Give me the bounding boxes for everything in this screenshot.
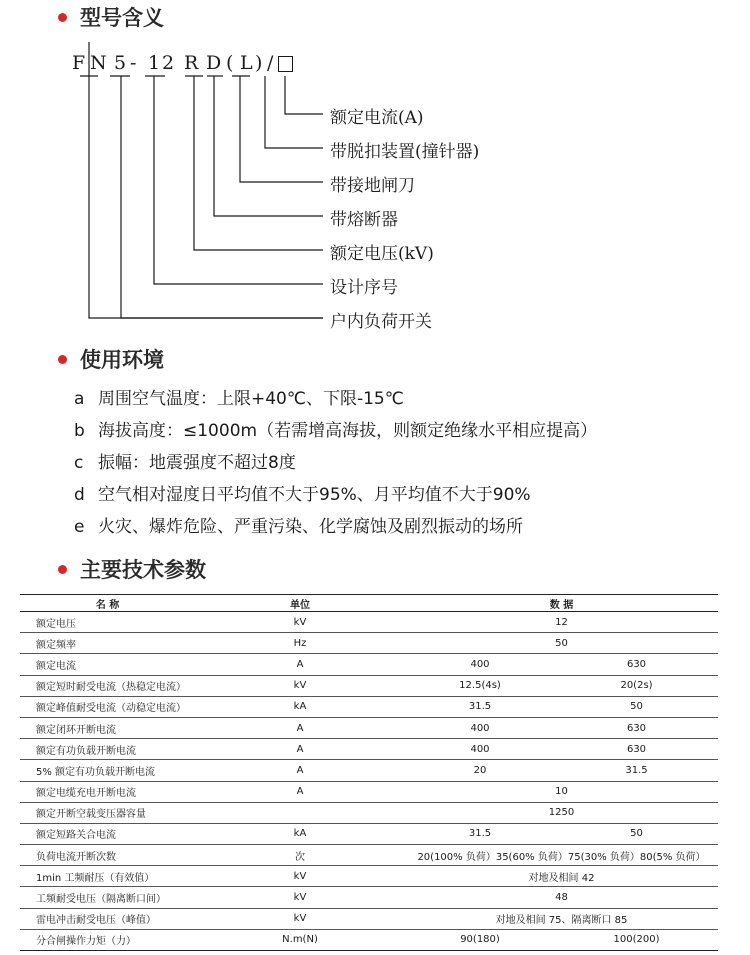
env-item: e 火灾、爆炸危险、严重污染、化学腐蚀及剧烈振动的场所 xyxy=(74,517,523,537)
model-char: F xyxy=(72,52,87,74)
table-row xyxy=(20,675,718,696)
cell-unit: A xyxy=(195,654,405,675)
table-row xyxy=(20,654,718,675)
model-char: L xyxy=(240,52,254,74)
cell-value: 50 xyxy=(555,696,718,717)
model-char: R xyxy=(184,52,200,74)
model-char: ( xyxy=(226,52,235,74)
table-row xyxy=(20,823,718,844)
table-row xyxy=(20,781,718,802)
table-row xyxy=(20,760,718,781)
cell-name: 额定闭环开断电流 xyxy=(20,717,195,738)
cell-value: 630 xyxy=(555,654,718,675)
table-row xyxy=(20,929,718,950)
cell-value: 630 xyxy=(555,717,718,738)
cell-value: 对地及相间 75、隔离断口 85 xyxy=(405,908,718,929)
cell-unit: kV xyxy=(195,612,405,633)
header-unit: 单位 xyxy=(195,595,405,612)
cell-unit: A xyxy=(195,717,405,738)
table-row xyxy=(20,802,718,823)
section-title-specs: 主要技术参数 xyxy=(58,554,206,584)
cell-value: 50 xyxy=(555,823,718,844)
table-row xyxy=(20,717,718,738)
env-item: d 空气相对湿度日平均值不大于95%、月平均值不大于90% xyxy=(74,485,531,505)
model-char: / xyxy=(267,52,275,74)
cell-name: 额定电缆充电开断电流 xyxy=(20,781,195,802)
cell-unit: A xyxy=(195,760,405,781)
env-item: a 周围空气温度：上限+40℃、下限-15℃ xyxy=(74,389,404,409)
model-char: ) xyxy=(255,52,264,74)
cell-unit: N.m(N) xyxy=(195,929,405,950)
cell-value: 对地及相间 42 xyxy=(405,866,718,887)
cell-value: 20(100% 负荷）35(60% 负荷）75(30% 负荷）80(5% 负荷） xyxy=(405,845,718,866)
header-data: 数 据 xyxy=(405,595,718,612)
cell-value: 31.5 xyxy=(405,696,555,717)
cell-unit xyxy=(195,802,405,823)
model-meaning-label: 带熔断器 xyxy=(330,210,398,230)
table-row xyxy=(20,739,718,760)
cell-value: 31.5 xyxy=(405,823,555,844)
section-title-model: 型号含义 xyxy=(58,2,164,32)
model-meaning-label: 额定电压(kV) xyxy=(330,244,434,264)
cell-value: 400 xyxy=(405,654,555,675)
cell-name: 1min 工频耐压（有效值） xyxy=(20,866,195,887)
cell-unit: kV xyxy=(195,866,405,887)
table-row xyxy=(20,696,718,717)
cell-value: 90(180) xyxy=(405,929,555,950)
model-meaning-label: 户内负荷开关 xyxy=(330,312,432,332)
cell-name: 雷电冲击耐受电压（峰值） xyxy=(20,908,195,929)
spec-table xyxy=(20,594,718,951)
cell-unit: kV xyxy=(195,887,405,908)
cell-value: 31.5 xyxy=(555,760,718,781)
cell-name: 额定有功负载开断电流 xyxy=(20,739,195,760)
cell-unit: Hz xyxy=(195,633,405,654)
cell-value: 50 xyxy=(405,633,718,654)
cell-name: 额定开断空载变压器容量 xyxy=(20,802,195,823)
env-item: c 振幅：地震强度不超过8度 xyxy=(74,453,296,473)
model-char: 5 xyxy=(114,52,128,74)
cell-value: 20 xyxy=(405,760,555,781)
model-char: N xyxy=(90,52,108,74)
cell-name: 额定短时耐受电流（热稳定电流） xyxy=(20,675,195,696)
bullet-dot-icon xyxy=(58,565,67,574)
model-meaning-label: 带脱扣装置(撞针器) xyxy=(330,142,480,162)
cell-name: 分合闸操作力矩（力） xyxy=(20,929,195,950)
cell-value: 400 xyxy=(405,739,555,760)
table-row xyxy=(20,866,718,887)
model-char: 2 xyxy=(162,52,176,74)
table-row xyxy=(20,612,718,633)
model-char: D xyxy=(206,52,223,74)
cell-name: 额定峰值耐受电流（动稳定电流） xyxy=(20,696,195,717)
cell-name: 工频耐受电压（隔离断口间） xyxy=(20,887,195,908)
model-meaning-label: 设计序号 xyxy=(330,278,398,298)
cell-name: 额定短路关合电流 xyxy=(20,823,195,844)
cell-name: 额定电流 xyxy=(20,654,195,675)
cell-value: 12 xyxy=(405,612,718,633)
cell-value: 12.5(4s) xyxy=(405,675,555,696)
table-header-row xyxy=(20,595,718,612)
cell-name: 5% 额定有功负载开断电流 xyxy=(20,760,195,781)
cell-unit: kA xyxy=(195,823,405,844)
cell-value: 100(200) xyxy=(555,929,718,950)
section-title-environment: 使用环境 xyxy=(58,344,164,374)
cell-unit: kV xyxy=(195,675,405,696)
cell-value: 20(2s) xyxy=(555,675,718,696)
cell-name: 负荷电流开断次数 xyxy=(20,845,195,866)
header-name: 名 称 xyxy=(20,595,195,612)
cell-unit: kV xyxy=(195,908,405,929)
table-row xyxy=(20,908,718,929)
table-row xyxy=(20,887,718,908)
cell-unit: A xyxy=(195,781,405,802)
cell-unit: kA xyxy=(195,696,405,717)
model-char: - xyxy=(130,52,138,74)
model-meaning-label: 额定电流(A) xyxy=(330,108,424,128)
cell-unit: 次 xyxy=(195,845,405,866)
cell-value: 48 xyxy=(405,887,718,908)
table-row xyxy=(20,845,718,866)
cell-value: 10 xyxy=(405,781,718,802)
env-item: b 海拔高度：≤1000m（若需增高海拔，则额定绝缘水平相应提高） xyxy=(74,421,598,441)
bullet-dot-icon xyxy=(58,355,67,364)
model-meaning-label: 带接地闸刀 xyxy=(330,176,415,196)
table-row xyxy=(20,633,718,654)
cell-value: 400 xyxy=(405,717,555,738)
cell-name: 额定频率 xyxy=(20,633,195,654)
spec-table-body xyxy=(20,612,718,951)
cell-value: 1250 xyxy=(405,802,718,823)
cell-name: 额定电压 xyxy=(20,612,195,633)
model-char: 1 xyxy=(148,52,162,74)
cell-value: 630 xyxy=(555,739,718,760)
cell-unit: A xyxy=(195,739,405,760)
